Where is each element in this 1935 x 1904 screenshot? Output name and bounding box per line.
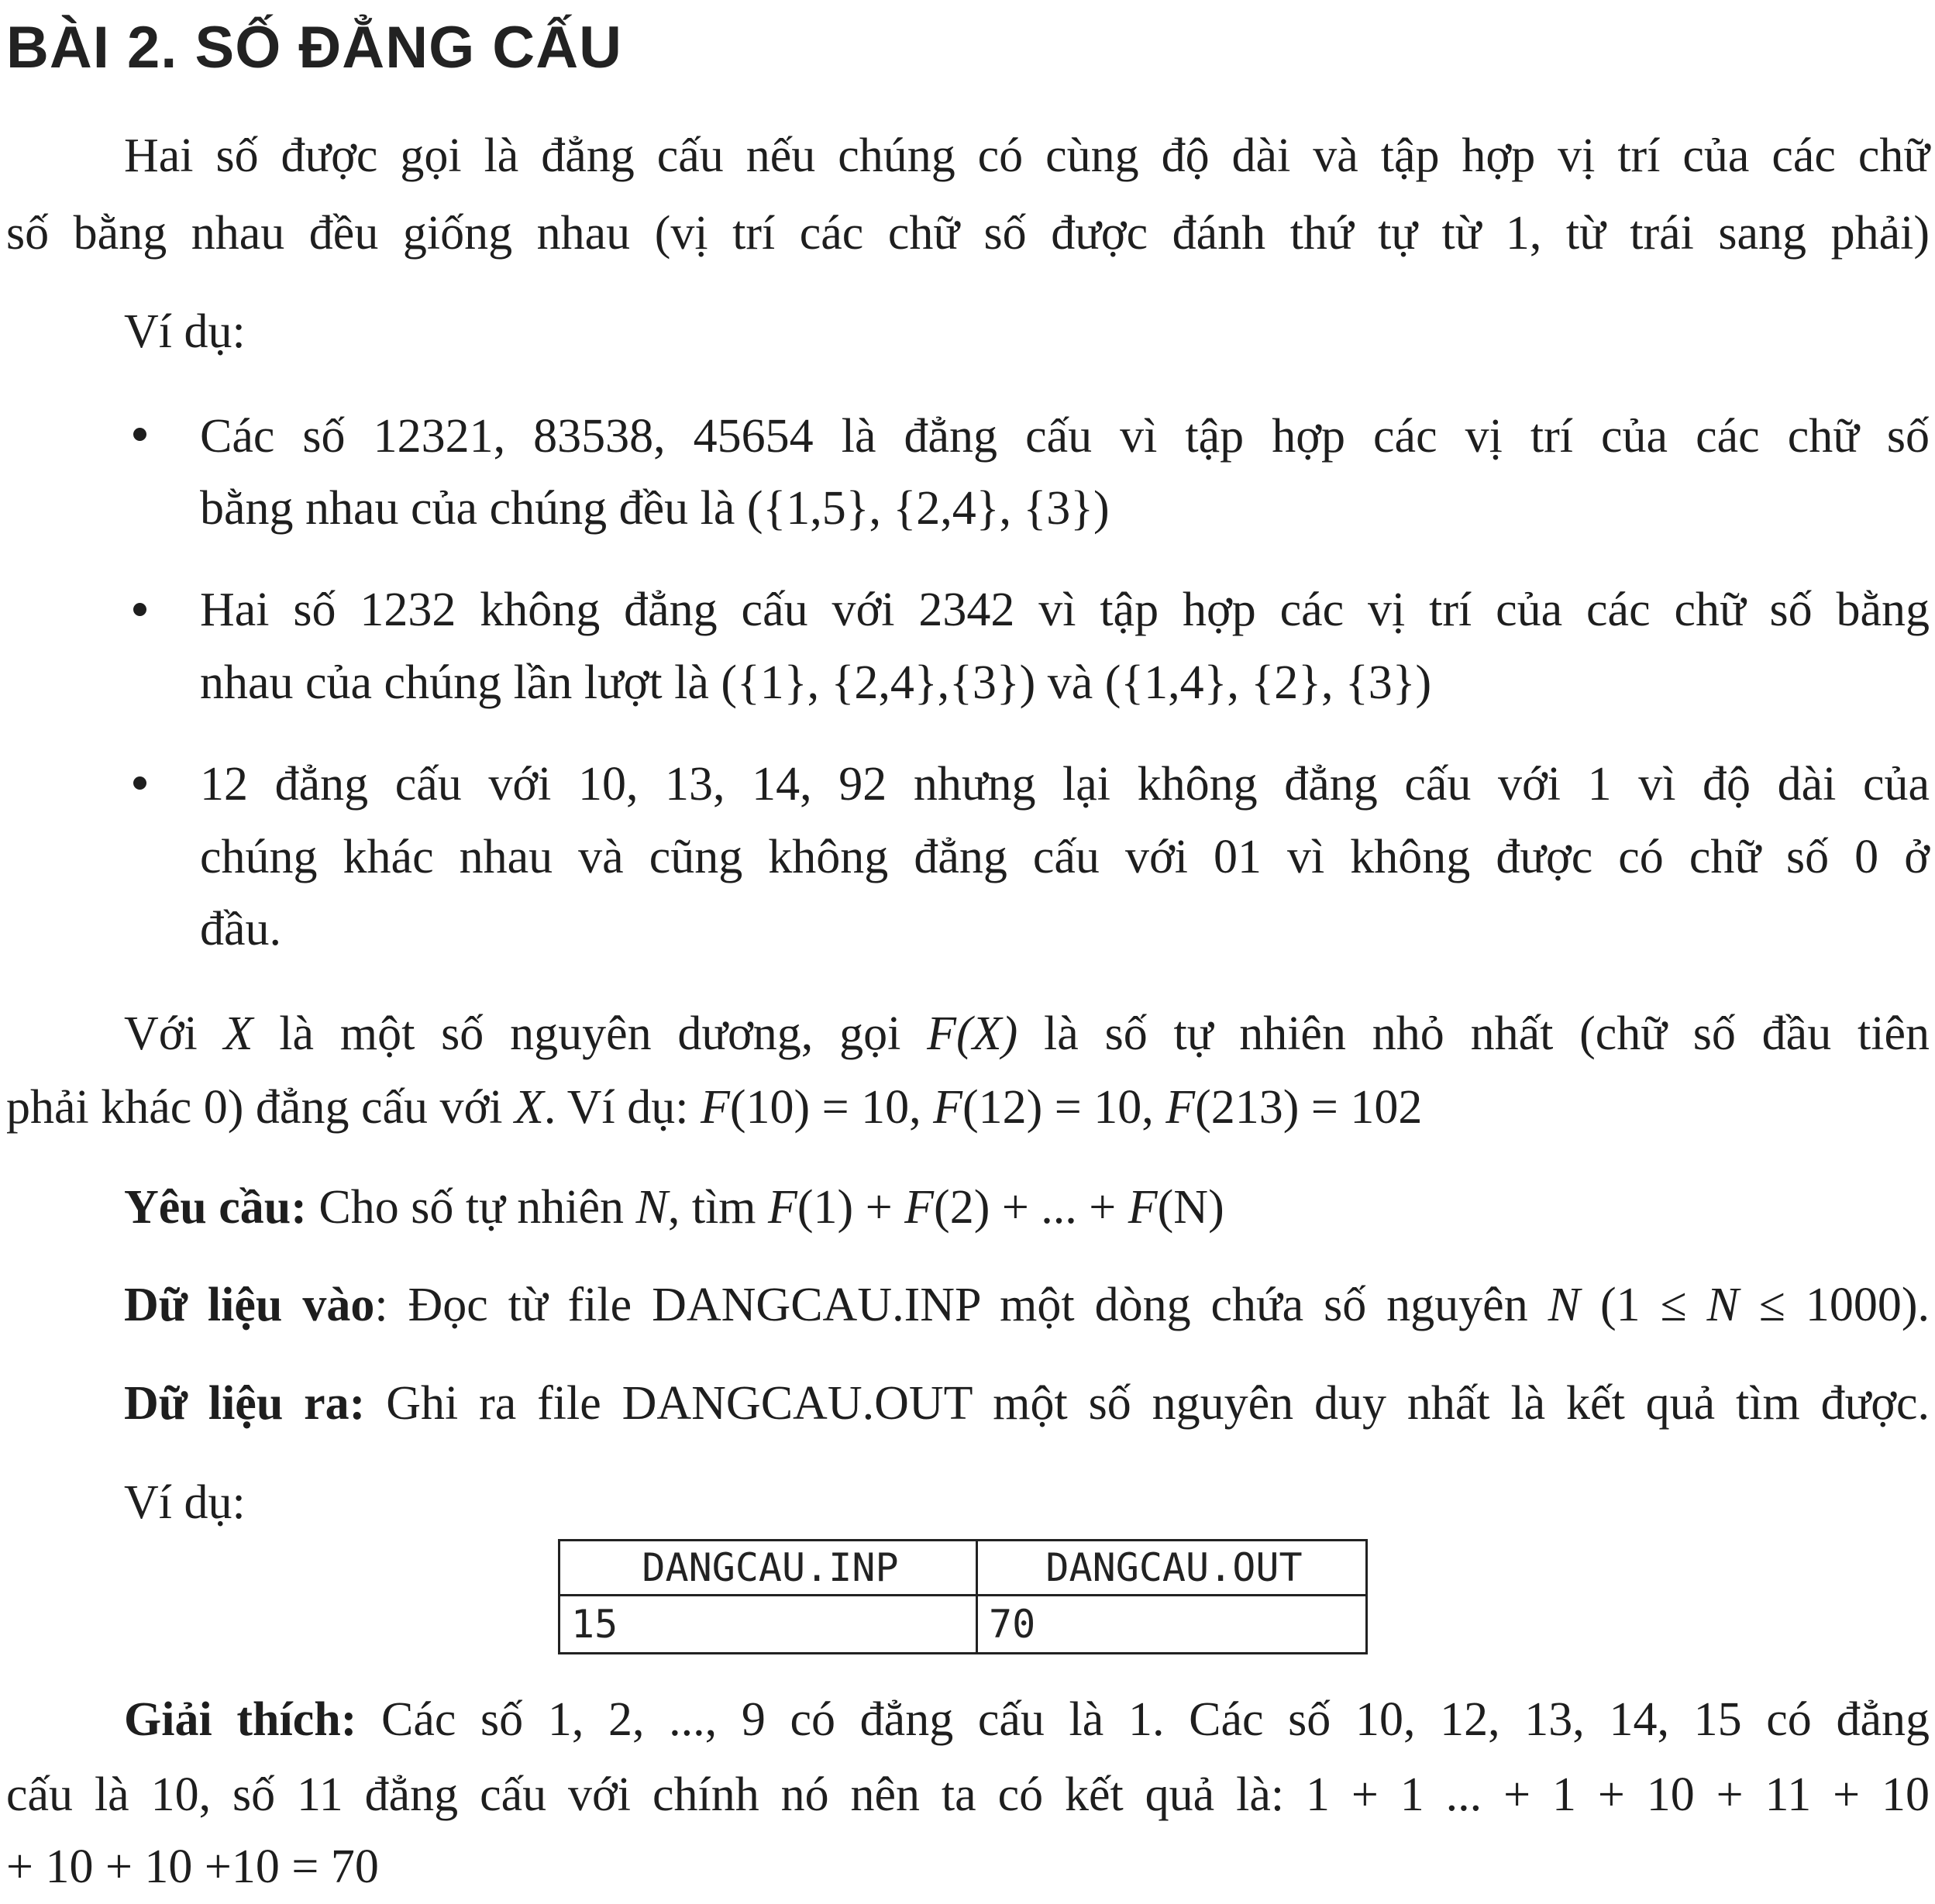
output-spec-line: Dữ liệu ra: Ghi ra file DANGCAU.OUT một số nguyên duy nhất là kết quả tìm được. (124, 1377, 1930, 1430)
bullet-dot-2 (133, 603, 146, 616)
table-cell-input: 15 (559, 1596, 977, 1654)
intro-line-2: số bằng nhau đều giống nhau (vị trí các chữ số được đánh thứ tự từ 1, từ trái sang phải) (6, 207, 1930, 260)
input-label: Dữ liệu vào (124, 1279, 375, 1331)
explanation-line-2: cấu là 10, số 11 đẳng cấu với chính nó nên ta có kết quả là: 1 + 1 ... + 1 + 10 + 11 + 10 (6, 1768, 1930, 1821)
input-spec-line: Dữ liệu vào: Đọc từ file DANGCAU.INP một dòng chứa số nguyên N (1 ≤ N ≤ 1000). (124, 1279, 1930, 1331)
bullet-dot-1 (133, 428, 146, 441)
explanation-line-1: Giải thích: Các số 1, 2, ..., 9 có đẳng cấu là 1. Các số 10, 12, 13, 14, 15 có đẳng (124, 1693, 1930, 1746)
bullet-3-line-1: 12 đẳng cấu với 10, 13, 14, 92 nhưng lại không đẳng cấu với 1 vì độ dài của (200, 758, 1930, 811)
definition-line-2: phải khác 0) đẳng cấu với X. Ví dụ: F(10) = 10, F(12) = 10, F(213) = 102 (6, 1081, 1423, 1134)
bullet-dot-3 (133, 776, 146, 790)
bullet-2-line-2: nhau của chúng lần lượt là ({1}, {2,4},{3}) và ({1,4}, {2}, {3}) (200, 656, 1432, 709)
output-label: Dữ liệu ra: (124, 1377, 366, 1430)
problem-title: BÀI 2. SỐ ĐẲNG CẤU (6, 15, 622, 81)
requirement-line: Yêu cầu: Cho số tự nhiên N, tìm F(1) + F(2) + ... + F(N) (124, 1181, 1224, 1234)
requirement-label: Yêu cầu: (124, 1181, 307, 1234)
example-label-2: Ví dụ: (124, 1476, 246, 1529)
definition-line-1: Với X là một số nguyên dương, gọi F(X) là số tự nhiên nhỏ nhất (chữ số đầu tiên (124, 1007, 1930, 1060)
table-row (559, 1596, 1367, 1654)
table-cell-output: 70 (977, 1596, 1367, 1654)
explanation-line-3: + 10 + 10 +10 = 70 (6, 1840, 379, 1893)
bullet-2-line-1: Hai số 1232 không đẳng cấu với 2342 vì tập hợp các vị trí của các chữ số bằng (200, 584, 1930, 636)
io-example-table (558, 1539, 1368, 1654)
table-header-row (559, 1541, 1367, 1596)
example-label-1: Ví dụ: (124, 305, 246, 358)
explanation-label: Giải thích: (124, 1693, 357, 1746)
bullet-1-line-1: Các số 12321, 83538, 45654 là đẳng cấu vì tập hợp các vị trí của các chữ số (200, 410, 1930, 463)
bullet-1-line-2: bằng nhau của chúng đều là ({1,5}, {2,4}, {3}) (200, 482, 1110, 535)
bullet-3-line-2: chúng khác nhau và cũng không đẳng cấu với 01 vì không được có chữ số 0 ở (200, 831, 1930, 883)
intro-line-1: Hai số được gọi là đẳng cấu nếu chúng có cùng độ dài và tập hợp vị trí của các chữ (124, 129, 1930, 182)
bullet-3-line-3: đầu. (200, 903, 282, 955)
table-header-output: DANGCAU.OUT (977, 1541, 1367, 1596)
table-header-input: DANGCAU.INP (559, 1541, 977, 1596)
